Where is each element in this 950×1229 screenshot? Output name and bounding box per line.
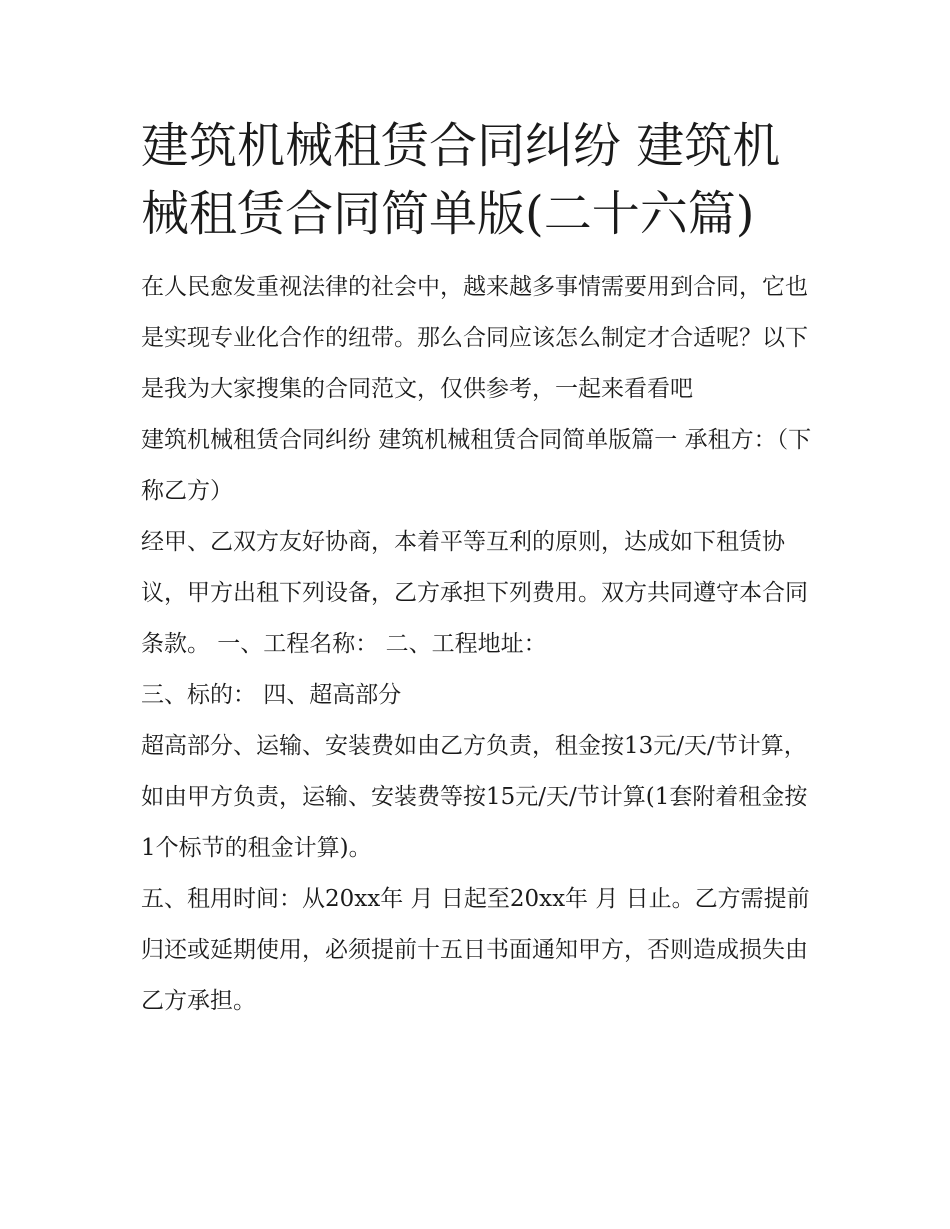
intro-paragraph: 在人民愈发重视法律的社会中，越来越多事情需要用到合同，它也是实现专业化合作的纽带。那么合同应该怎么制定才合适呢？以下是我为大家搜集的合同范文，仅供参考，一起来看看吧 [141,274,808,402]
overheight-paragraph: 超高部分、运输、安装费如由乙方负责，租金按13元/天/节计算，如由甲方负责，运输、安装费等按15元/天/节计算(1套附着租金按1个标节的租金计算)。 [141,733,808,861]
document-page [141,112,813,1027]
rental-period-paragraph: 五、租用时间：从20xx年 月 日起至20xx年 月 日止。乙方需提前归还或延期使用，必须提前十五日书面通知甲方，否则造成损失由乙方承担。 [141,886,810,1014]
agreement-paragraph: 经甲、乙双方友好协商，本着平等互利的原则，达成如下租赁协议，甲方出租下列设备，乙方承担下列费用。双方共同遵守本合同条款。 一、工程名称： 二、工程地址： [141,529,808,657]
section-heading-paragraph: 建筑机械租赁合同纠纷 建筑机械租赁合同简单版篇一 承租方：（下称乙方） [141,427,812,504]
subject-paragraph: 三、标的： 四、超高部分 [141,682,402,708]
document-title: 建筑机械租赁合同纠纷 建筑机械租赁合同简单版(二十六篇) [141,118,781,242]
